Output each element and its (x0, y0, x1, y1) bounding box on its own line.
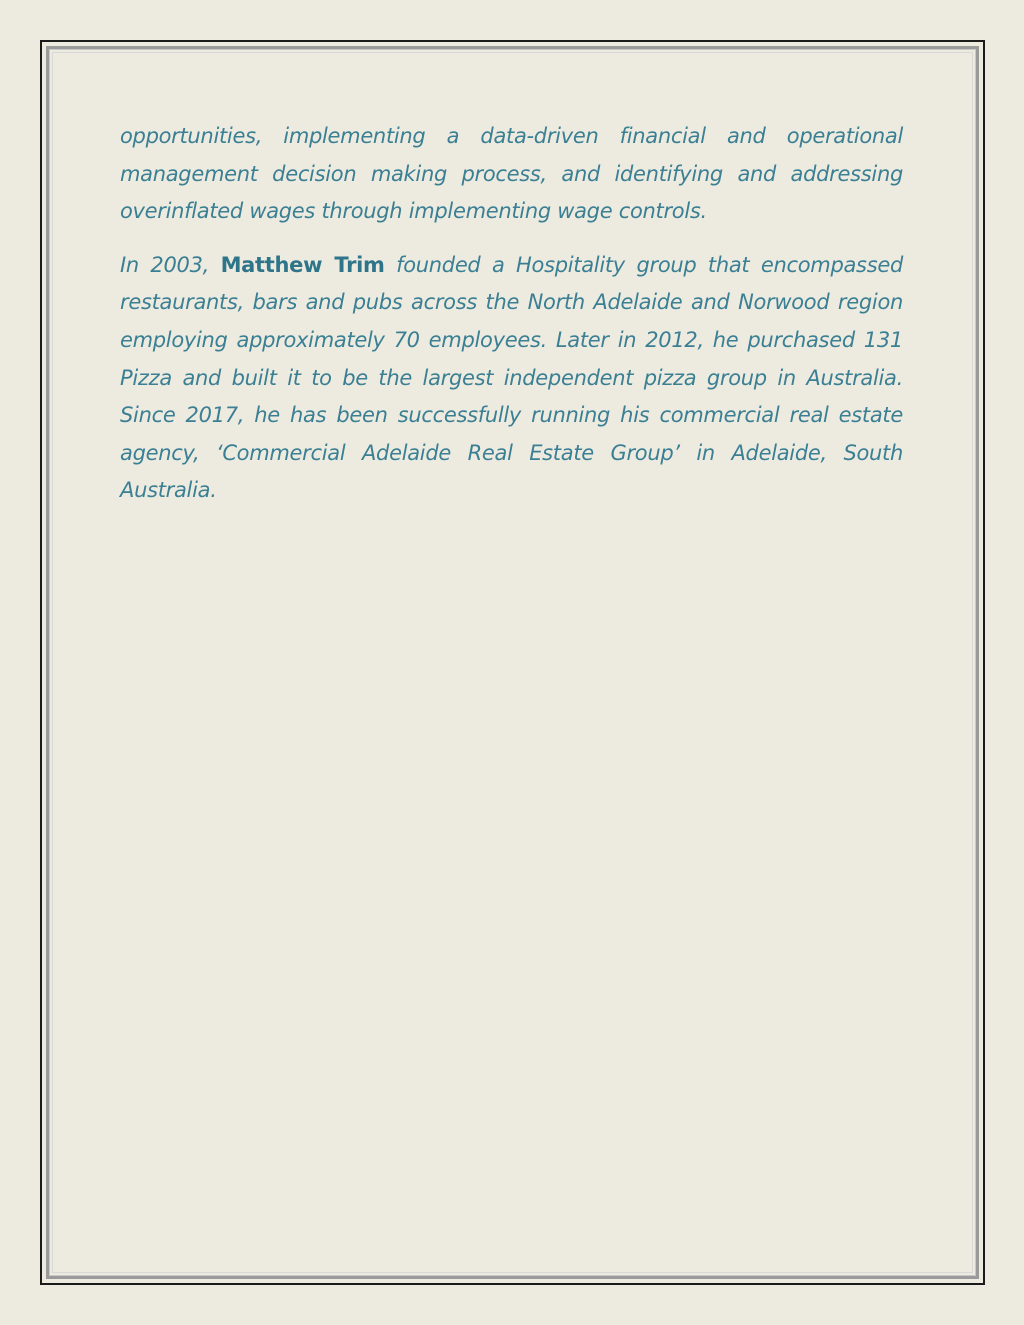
paragraph-1: opportunities, implementing a data-driven financial and operational management decision making process, and identifying and addressing overinflated wages through implementing wage controls. (120, 124, 903, 224)
document-body (120, 118, 903, 526)
paragraph-2-intro: In 2003, (120, 252, 221, 277)
person-name: Matthew Trim (220, 252, 385, 277)
paragraph-2-rest: founded a Hospitality group that encompassed restaurants, bars and pubs across the North Adelaide and Norwood region employing approximately 70 employees. Later in 2012, he purchased 131 Pizza and built it to be the largest independent pizza group in Australia. Since 2017, he has been successfully running his commercial real estate agency, ‘Commercial Adelaide Real Estate Group’ in Adelaide, South Australia. (120, 252, 903, 503)
paragraph-2 (120, 247, 903, 510)
